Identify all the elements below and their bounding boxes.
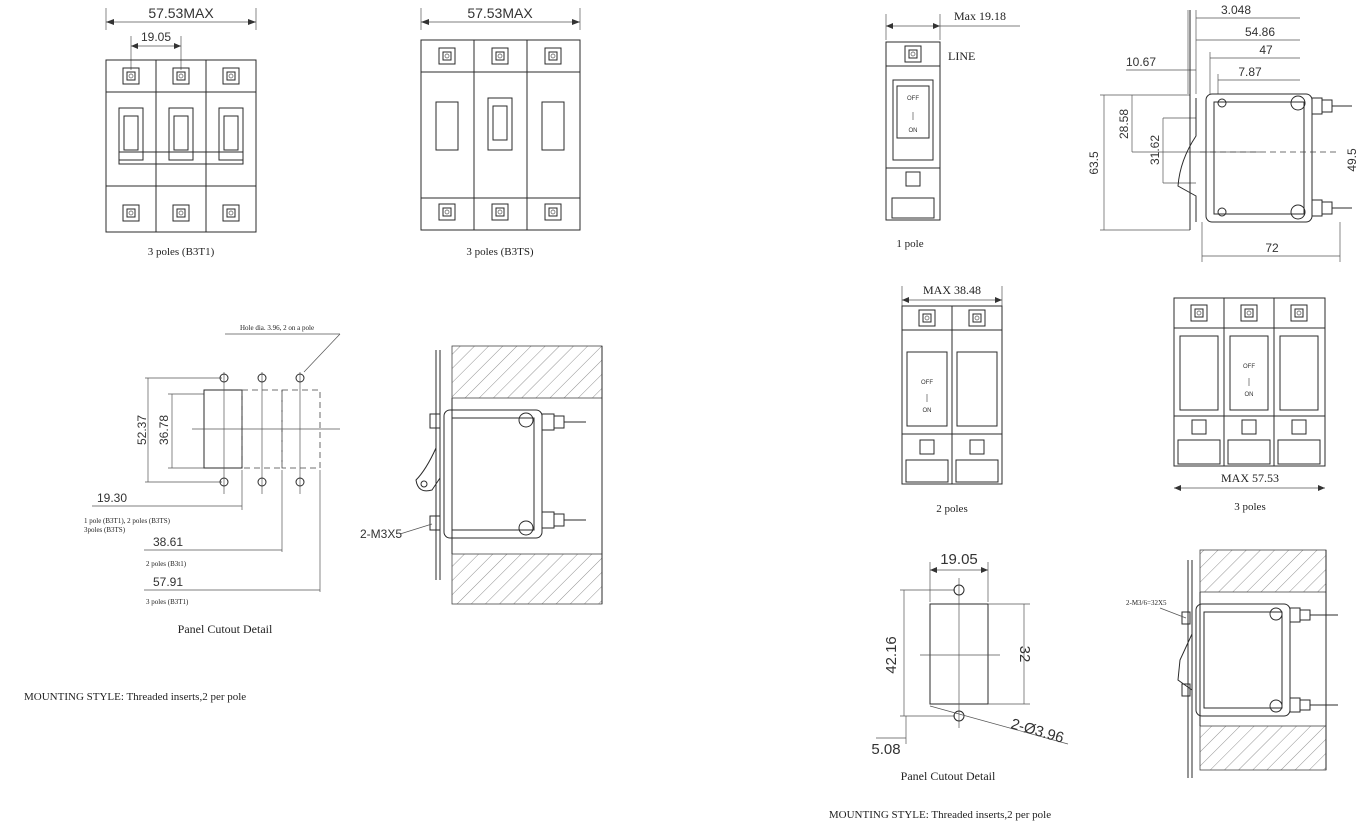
screw-label: 2-M3/6=32X5 [1126,599,1167,607]
note-2: 2 poles (B3t1) [146,560,187,568]
dim-width: 57.53MAX [148,5,214,21]
panel-cutout-left [84,324,340,636]
dim-3162: 31.62 [1148,134,1162,166]
hole-note: Hole dia. 3.96, 2 on a pole [240,324,315,332]
dim-3678: 36.78 [157,414,171,446]
dim-hole: 2-Ø3.96 [1008,715,1066,747]
note-3: 3 poles (B3T1) [146,598,189,606]
dim-width: MAX 38.48 [922,283,982,297]
dim-635: 63.5 [1087,151,1101,175]
view-2poles [902,283,1002,515]
dim-32: 32 [1016,645,1033,663]
dim-3048: 3.048 [1220,3,1252,17]
caption: Panel Cutout Detail [177,622,273,636]
dim-pitch: 19.05 [140,30,172,44]
mounting-style-right: MOUNTING STYLE: Threaded inserts,2 per pole [828,809,1052,821]
dim-47: 47 [1259,43,1273,57]
mount-view-right [1126,550,1338,778]
switch-on-label: ON [908,128,918,134]
caption: 1 pole [896,238,924,250]
mounting-style-left: MOUNTING STYLE: Threaded inserts,2 per pole [24,691,247,703]
switch-off-label: OFF [907,96,919,102]
dim-1930: 19.30 [96,491,128,505]
line-label: LINE [948,49,976,63]
caption: 3 poles (B3T1) [147,246,215,258]
dim-width: 57.53MAX [467,5,533,21]
dim-5237: 52.37 [135,414,149,446]
dim-495: 49.5 [1345,148,1359,172]
dim-4216: 42.16 [883,636,900,674]
dim-width: Max 19.18 [954,9,1006,23]
side-view [1087,3,1359,262]
dim-3861: 38.61 [152,535,184,549]
view-3poles [1174,298,1325,513]
view-3poles-b3ts [421,5,580,258]
view-1pole [886,9,1020,250]
switch-on-label: ON [1244,392,1254,398]
dim-2858: 28.58 [1117,108,1131,140]
dim-508: 5.08 [871,741,901,758]
note-1b: 3poles (B3TS) [84,526,126,534]
screw-label: 2-M3X5 [360,527,403,541]
caption: Panel Cutout Detail [900,769,996,783]
switch-off-label: OFF [921,380,933,386]
view-3poles-b3t1 [106,5,256,258]
dim-5791: 57.91 [152,575,184,589]
dim-1067: 10.67 [1125,55,1157,69]
caption: 2 poles [936,503,968,515]
caption: 3 poles (B3TS) [466,246,534,258]
caption: 3 poles [1234,501,1266,513]
dim-5486: 54.86 [1244,25,1276,39]
dim-72: 72 [1265,241,1279,255]
mount-view-left [360,346,602,604]
switch-on-label: ON [922,408,932,414]
dim-width: MAX 57.53 [1220,471,1280,485]
dim-787: 7.87 [1238,65,1262,79]
note-1: 1 pole (B3T1), 2 poles (B3TS) [84,517,170,525]
switch-off-label: OFF [1243,364,1255,370]
dim-1905: 19.05 [940,551,978,568]
panel-cutout-right [871,551,1068,783]
